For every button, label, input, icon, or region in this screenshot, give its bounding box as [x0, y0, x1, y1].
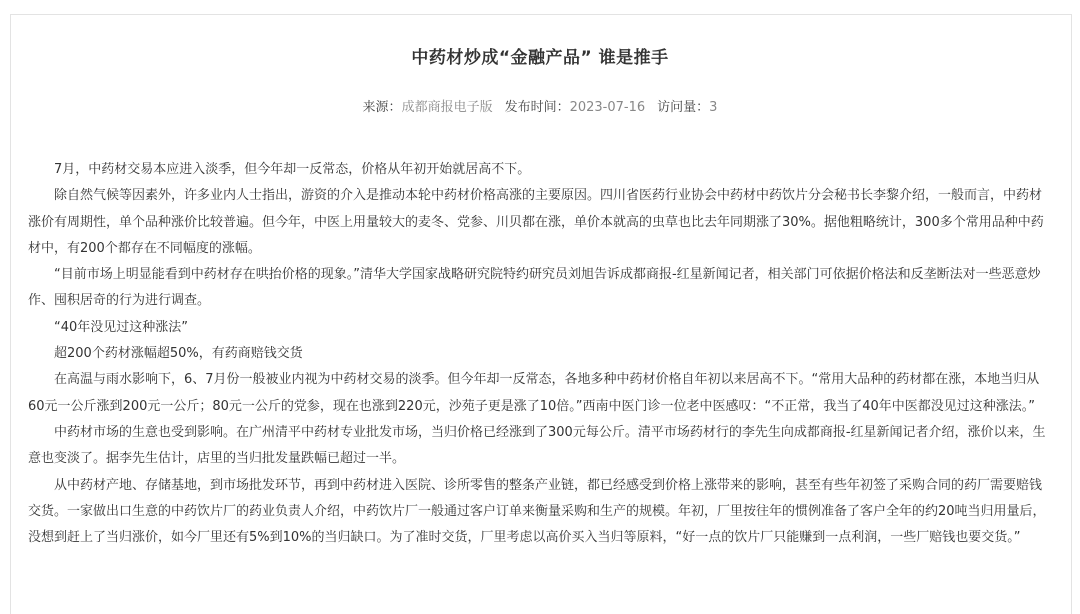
subheading: “40年没见过这种涨法”: [54, 319, 189, 335]
paragraph: 从中药材产地、存储基地，到市场批发环节，再到中药材进入医院、诊所零售的整条产业链，都已经感受到价格上涨带来的影响，甚至有些年初签了采购合同的药厂需要赔钱交货。一家做出口生意的中药饮片厂的药业负责人介绍，中药饮片厂一般通过客户订单来衡量采购和生产的规模。年初，厂里按往年的惯例准备了客户全年的约20吨当归用量后，没想到赶上了当归涨价，如今厂里还有5%到10%的当归缺口。为了准时交货，厂里考虑以高价买入当归等原料，“好一点的饮片厂只能赚到一点利润，一些厂赔钱也要交货。”: [28, 477, 1046, 546]
views-label: 访问量：: [657, 100, 710, 115]
paragraph: 除自然气候等因素外，许多业内人士指出，游资的介入是推动本轮中药材价格高涨的主要原因。四川省医药行业协会中药材中药饮片分会秘书长李黎介绍，一般而言，中药材涨价有周期性，单个品种涨价比较普遍。但今年，中医上用量较大的麦冬、党参、川贝都在涨，单价本就高的虫草也比去年同期涨了30%。据他粗略统计，300多个常用品种中药材中，有200个都存在不同幅度的涨幅。: [28, 188, 1044, 256]
article-meta: [0, 98, 1080, 118]
date-label: 发布时间：: [504, 100, 570, 115]
paragraph: 7月，中药材交易本应进入淡季，但今年却一反常态，价格从年初开始就居高不下。: [54, 162, 531, 177]
subheading: 超200个药材涨幅超50%，有药商赔钱交货: [54, 346, 303, 362]
paragraph: 在高温与雨水影响下，6、7月份一般被业内视为中药材交易的淡季。但今年却一反常态，各地多种中药材价格自年初以来居高不下。“常用大品种的药材都在涨，本地当归从60元一公斤涨到200元一公斤；80元一公斤的党参，现在也涨到220元，沙苑子更是涨了10倍。”西南中医门诊一位老中医感叹：“不正常，我当了40年中医都没见过这种涨法。”: [28, 372, 1040, 414]
views-value: 3: [709, 100, 718, 115]
paragraph: 中药材市场的生意也受到影响。在广州清平中药材专业批发市场，当归价格已经涨到了300元每公斤。清平市场药材行的李先生向成都商报-红星新闻记者介绍，涨价以来，生意也变淡了。据李先生估计，店里的当归批发量跌幅已超过一半。: [28, 424, 1046, 467]
article-body: [28, 157, 1052, 551]
article-title: 中药材炒成“金融产品” 谁是推手: [411, 48, 669, 68]
paragraph: “目前市场上明显能看到中药材存在哄抬价格的现象。”清华大学国家战略研究院特约研究员刘旭告诉成都商报-红星新闻记者，相关部门可依据价格法和反垄断法对一些恶意炒作、囤积居奇的行为进行调查。: [28, 267, 1041, 309]
source-value: 成都商报电子版: [401, 100, 493, 115]
date-value: 2023-07-16: [569, 100, 646, 115]
source-label: 来源：: [362, 100, 402, 115]
